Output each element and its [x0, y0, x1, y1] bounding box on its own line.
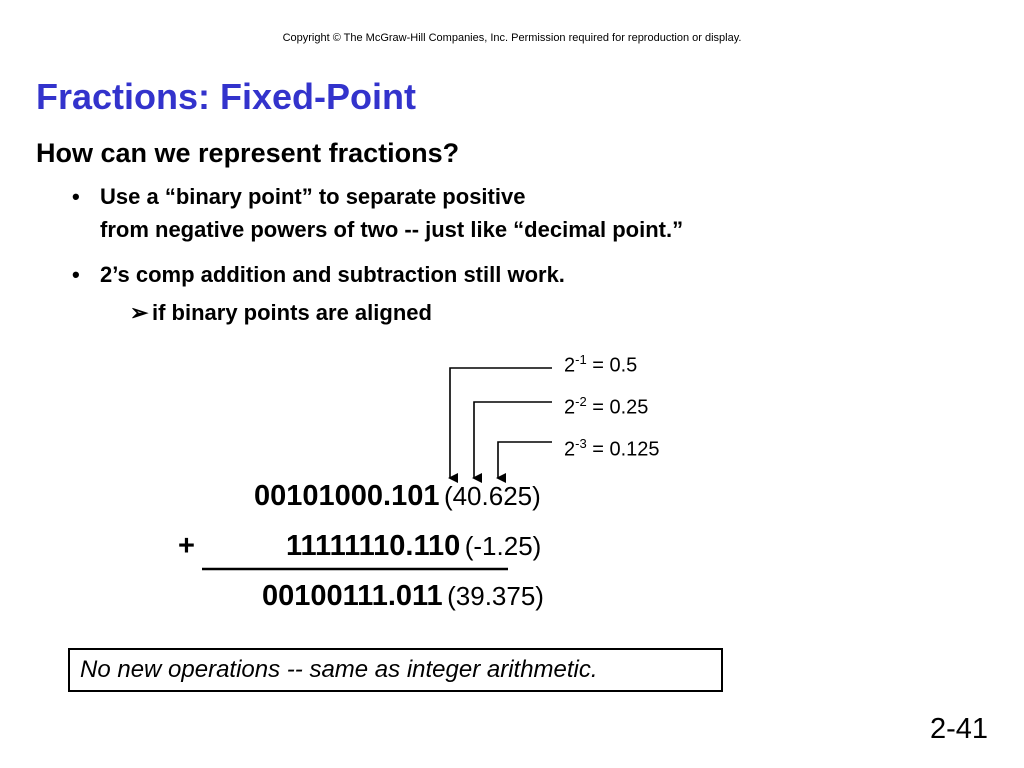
plus-sign: +: [178, 530, 195, 562]
operand-2-decimal: (-1.25): [464, 531, 542, 561]
operand-2-binary: 11111110.110: [286, 530, 461, 562]
result-row: [262, 580, 544, 613]
bullet-marker: •: [72, 184, 80, 209]
arrow-bullet-icon: ➢: [130, 300, 149, 325]
sub-bullet-text: if binary points are aligned: [152, 300, 432, 325]
result-decimal: (39.375): [447, 581, 544, 611]
power-label-3: $2^{-3} = 0.125$: [564, 436, 660, 461]
page-number: 2-41: [930, 713, 989, 745]
exponent: -3: [575, 436, 587, 451]
operand-1-decimal: (40.625): [443, 481, 541, 511]
power-label-2: $2^{-2} = 0.25$: [564, 394, 649, 419]
note-box: No new operations -- same as integer arithmetic.: [68, 648, 723, 692]
operand-1-binary: 00101000.101: [254, 480, 440, 512]
result-binary: 00100111.011: [262, 580, 443, 612]
slide-title: Fractions: Fixed-Point: [36, 76, 417, 117]
arrow-power-1: [450, 368, 552, 478]
bullet-text: 2’s comp addition and subtraction still work.: [100, 262, 565, 287]
arrow-power-2: [474, 402, 552, 478]
operand-2-row: [286, 530, 541, 563]
copyright-notice: Copyright © The McGraw-Hill Companies, Inc. Permission required for reproduction or display.: [282, 32, 742, 44]
slide-heading: How can we represent fractions?: [36, 138, 460, 168]
bullet-marker: •: [72, 262, 80, 287]
power-label-1: $2^{-1} = 0.5$: [564, 352, 638, 377]
arrow-power-3: [498, 442, 552, 478]
exponent: -1: [575, 352, 587, 367]
operand-1-row: [254, 480, 541, 513]
bullet-text-line-2: from negative powers of two -- just like “decimal point.”: [100, 217, 684, 242]
bullet-text-line-1: Use a “binary point” to separate positive: [100, 184, 526, 209]
exponent: -2: [575, 394, 587, 409]
